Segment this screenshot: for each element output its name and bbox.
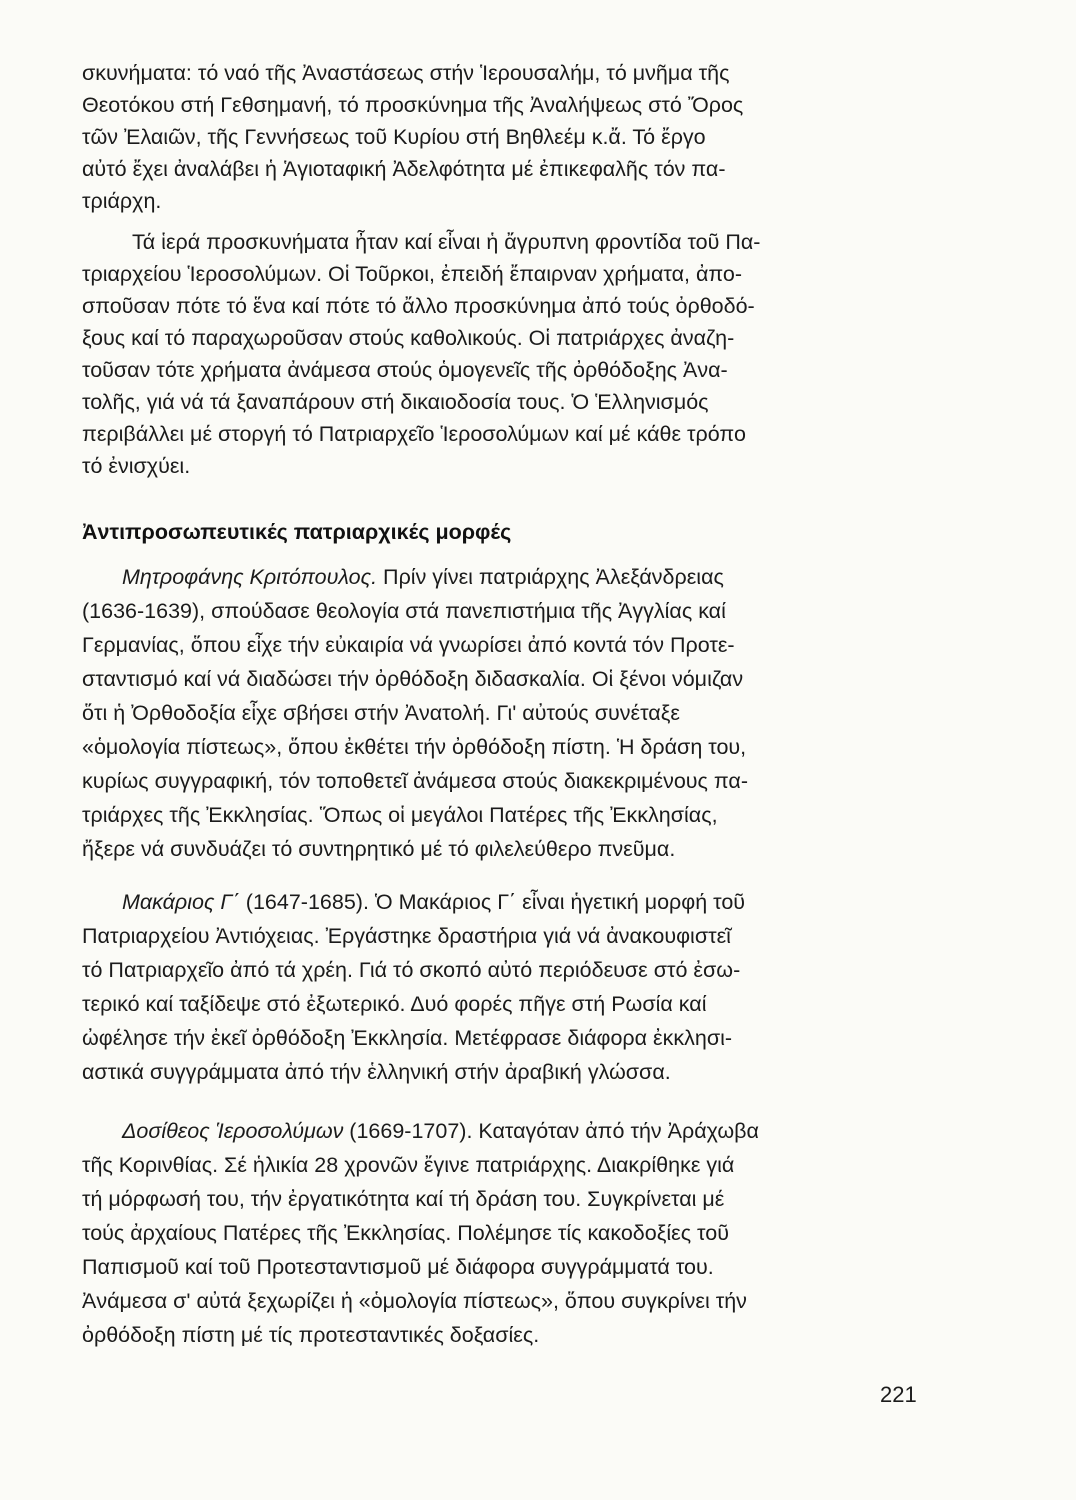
text-line: τριαρχείου Ἱεροσολύμων. Οἱ Τοῦρκοι, ἐπειδή ἔπαιρναν χρήματα, ἀπο- (82, 262, 743, 286)
text-line: Γερμανίας, ὅπου εἶχε τήν εὐκαιρία νά γνωρίσει ἀπό κοντά τόν Προτε- (82, 633, 735, 657)
text-line: τριάρχες τῆς Ἐκκλησίας. Ὅπως οἱ μεγάλοι Πατέρες τῆς Ἐκκλησίας, (82, 803, 718, 827)
text-line: τό ἐνισχύει. (82, 454, 191, 478)
person-name: Μητροφάνης Κριτόπουλος. (122, 565, 378, 589)
text-line: τή μόρφωσή του, τήν ἐργατικότητα καί τή δράση του. Συγκρίνεται μέ (82, 1187, 725, 1211)
line-text: (1669-1707). Καταγόταν ἀπό τήν Ἀράχωβα (343, 1119, 759, 1143)
text-line (82, 887, 990, 917)
text-line: αστικά συγγράμματα ἀπό τήν ἑλληνική στήν ἀραβική γλώσσα. (82, 1060, 671, 1084)
text-line: ὠφέλησε τήν ἐκεῖ ὀρθόδοξη Ἐκκλησία. Μετέφρασε διάφορα ἐκκλησι- (82, 1026, 733, 1050)
text-line: «ὁμολογία πίστεως», ὅπου ἐκθέτει τήν ὀρθόδοξη πίστη. Ἡ δράση του, (82, 735, 747, 759)
text-line: περιβάλλει μέ στοργή τό Πατριαρχεῖο Ἱεροσολύμων καί μέ κάθε τρόπο (82, 422, 746, 446)
text-line: σποῦσαν πότε τό ἕνα καί πότε τό ἄλλο προσκύνημα ἀπό τούς ὀρθοδό- (82, 294, 755, 318)
text-line: Θεοτόκου στή Γεθσημανή, τό προσκύνημα τῆς Ἀναλήψεως στό Ὄρος (82, 93, 744, 117)
text-line: τῆς Κορινθίας. Σέ ἡλικία 28 χρονῶν ἔγινε πατριάρχης. Διακρίθηκε γιά (82, 1153, 735, 1177)
text-line: (1636-1639), σπούδασε θεολογία στά πανεπιστήμια τῆς Ἀγγλίας καί (82, 599, 726, 623)
text-line: τό Πατριαρχεῖο ἀπό τά χρέη. Γιά τό σκοπό αὐτό περιόδευσε στό ἐσω- (82, 958, 741, 982)
text-line: τοῦσαν τότε χρήματα ἀνάμεσα στούς ὁμογενεῖς τῆς ὀρθόδοξης Ἀνα- (82, 358, 728, 382)
text-line: Ἀνάμεσα σ' αὐτά ξεχωρίζει ἡ «ὁμολογία πίστεως», ὅπου συγκρίνει τήν (82, 1289, 747, 1313)
text-line: τριάρχη. (82, 189, 162, 213)
text-line: Παπισμοῦ καί τοῦ Προτεσταντισμοῦ μέ διάφορα συγγράμματά του. (82, 1255, 714, 1279)
text-line: Πατριαρχείου Ἀντιόχειας. Ἐργάστηκε δραστήρια γιά νά ἀνακουφιστεῖ (82, 924, 731, 948)
text-line: ξους καί τό παραχωροῦσαν στούς καθολικούς. Οἱ πατριάρχες ἀναζη- (82, 326, 735, 350)
line-text: (1647-1685). Ὁ Μακάριος Γ΄ εἶναι ἡγετική μορφή τοῦ (239, 890, 746, 914)
text-line: τερικό καί ταξίδεψε στό ἐξωτερικό. Δυό φορές πῆγε στή Ρωσία καί (82, 992, 707, 1016)
text-line: ἤξερε νά συνδυάζει τό συντηρητικό μέ τό φιλελεύθερο πνεῦμα. (82, 837, 676, 861)
person-name: Μακάριος Γ΄ (122, 890, 240, 914)
text-line: Τά ἱερά προσκυνήματα ἦταν καί εἶναι ἡ ἄγρυπνη φροντίδα τοῦ Πα- (132, 230, 761, 254)
text-line: τῶν Ἐλαιῶν, τῆς Γεννήσεως τοῦ Κυρίου στή Βηθλεέμ κ.ἄ. Τό ἔργο (82, 125, 706, 149)
text-line (82, 1116, 990, 1146)
text-line: αὐτό ἔχει ἀναλάβει ἡ Ἁγιοταφική Ἀδελφότητα μέ ἐπικεφαλῆς τόν πα- (82, 157, 726, 181)
text-line: τολῆς, γιά νά τά ξαναπάρουν στή δικαιοδοσία τους. Ὁ Ἑλληνισμός (82, 390, 709, 414)
text-line: κυρίως συγγραφική, τόν τοποθετεῖ ἀνάμεσα στούς διακεκριμένους πα- (82, 769, 748, 793)
text-line: τούς ἀρχαίους Πατέρες τῆς Ἐκκλησίας. Πολέμησε τίς κακοδοξίες τοῦ (82, 1221, 729, 1245)
section-heading: Ἀντιπροσωπευτικές πατριαρχικές μορφές (82, 520, 512, 544)
text-line (82, 562, 990, 592)
text-line: σκυνήματα: τό ναό τῆς Ἀναστάσεως στήν Ἱερουσαλήμ, τό μνῆμα τῆς (82, 61, 730, 85)
text-line: σταντισμό καί νά διαδώσει τήν ὀρθόδοξη διδασκαλία. Οἱ ξένοι νόμιζαν (82, 667, 744, 691)
page-number: 221 (880, 1382, 917, 1407)
text-line: ὅτι ἡ Ὀρθοδοξία εἶχε σβήσει στήν Ἀνατολή. Γι' αὐτούς συνέταξε (82, 701, 680, 725)
line-text: Πρίν γίνει πατριάρχης Ἀλεξάνδρειας (377, 565, 724, 589)
text-line: ὀρθόδοξη πίστη μέ τίς προτεσταντικές δοξασίες. (82, 1323, 540, 1347)
person-name: Δοσίθεος Ἱεροσολύμων (122, 1119, 344, 1143)
